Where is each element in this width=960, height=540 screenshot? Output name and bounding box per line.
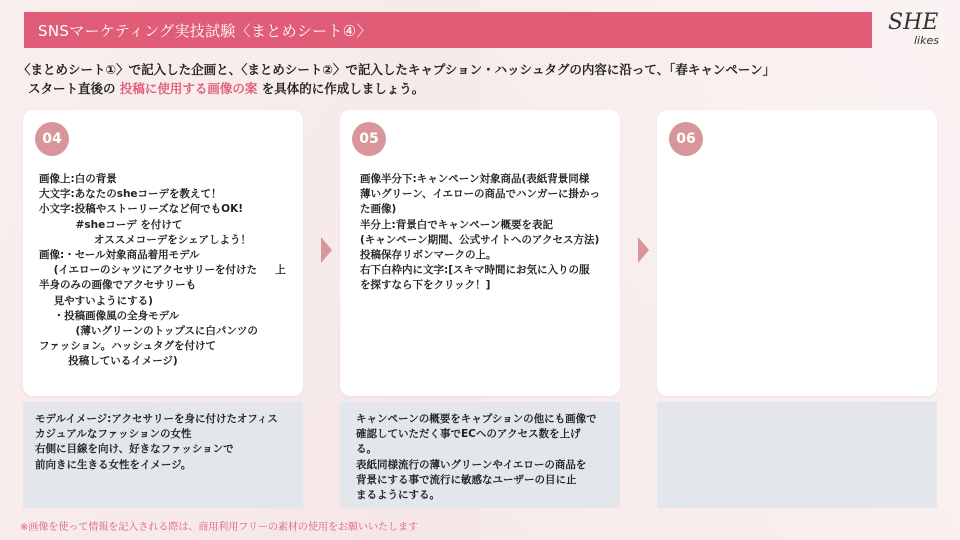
- note-line: 確認していただく事でECへのアクセス数を上げ: [356, 428, 581, 441]
- slide-number-badge: 06: [669, 122, 703, 156]
- slide-card-04: [23, 110, 303, 396]
- card-line: 薄いグリーン、イエローの商品でハンガーに掛かっ: [360, 188, 601, 201]
- note-box-06: [657, 402, 937, 508]
- footnote: ※画像を使って情報を記入される際は、商用利用フリーの素材の使用をお願いいたします: [20, 522, 418, 533]
- card-line: ・投稿画像風の全身モデル: [39, 309, 180, 322]
- note-line: キャンペーンの概要をキャプションの他にも画像で: [356, 413, 597, 425]
- note-box-05: [340, 402, 620, 508]
- instructions: [18, 60, 948, 98]
- logo-script: SHE: [888, 10, 939, 35]
- card-line: 右下白枠内に文字:[スキマ時間にお気に入りの服: [360, 264, 590, 277]
- note-text: [35, 412, 297, 473]
- card-description: [360, 172, 622, 294]
- card-line: (キャンペーン期間、公式サイトへのアクセス方法): [360, 233, 600, 246]
- note-line: 表紙同様流行の薄いグリーンやイエローの商品を: [356, 458, 587, 471]
- card-line: を探すなら下をクリック！]: [360, 279, 491, 292]
- card-line: オススメコーデをシェアしよう！: [39, 233, 252, 246]
- card-line: 半身のみの画像でアクセサリーも: [39, 279, 197, 292]
- card-line: 大文字:あなたのsheコーデを教えて！: [39, 188, 222, 201]
- card-line: 画像上:白の背景: [39, 173, 117, 185]
- instructions-line2: [18, 79, 948, 98]
- logo-sub: likes: [914, 34, 939, 47]
- arrow-right-icon: [638, 237, 649, 263]
- card-line: 小文字:投稿やストーリーズなど何でもOK!: [39, 203, 244, 216]
- note-line: モデルイメージ:アクセサリーを身に付けたオフィス: [35, 413, 278, 425]
- title-bar: [24, 12, 872, 48]
- slide-card-05: [340, 110, 620, 396]
- note-box-04: [23, 402, 303, 508]
- card-line: (薄いグリーンのトップスに白パンツの: [39, 325, 258, 338]
- note-text: [356, 412, 618, 503]
- card-line: 画像半分下:キャンペーン対象商品(表紙背景同様: [360, 173, 590, 185]
- slide-number-badge: 04: [35, 122, 69, 156]
- card-line: ファッション。ハッシュタグを付けて: [39, 340, 217, 353]
- note-line: 前向きに生きる女性をイメージ。: [35, 458, 192, 471]
- card-line: 画像:・セール対象商品着用モデル: [39, 249, 200, 262]
- note-line: 右側に目線を向け、好きなファッションで: [35, 443, 234, 456]
- card-line: #sheコーデ を付けて: [39, 218, 183, 231]
- shelikes-logo: [884, 10, 944, 54]
- page-title: SNSマーケティング実技試験〈まとめシート④〉: [38, 21, 372, 40]
- instructions-line2-post: を具体的に作成しましょう。: [261, 81, 425, 96]
- note-line: 背景にする事で流行に敏感なユーザーの目に止: [356, 473, 577, 486]
- note-line: カジュアルなファッションの女性: [35, 428, 192, 441]
- slide-card-06: [657, 110, 937, 396]
- instructions-line1: 〈まとめシート①〉で記入した企画と、〈まとめシート②〉で記入したキャプション・ハッシュタグの内容に沿って、「春キャンペーン」: [18, 62, 776, 77]
- card-line: 半分上:背景白でキャンペーン概要を表記: [360, 218, 553, 231]
- card-line: 見やすいようにする): [39, 294, 153, 307]
- note-line: る。: [356, 443, 377, 456]
- card-line: 投稿保存リボンマークの上。: [360, 249, 497, 262]
- note-line: まるようにする。: [356, 489, 440, 502]
- card-line: (イエローのシャツにアクセサリーを付けた 上: [39, 264, 286, 277]
- card-line: た画像): [360, 203, 397, 216]
- slide-number-badge: 05: [352, 122, 386, 156]
- card-description: [39, 172, 301, 370]
- arrow-right-icon: [321, 237, 332, 263]
- instructions-line2-pre: スタート直後の: [28, 81, 116, 96]
- instructions-highlight: 投稿に使用する画像の案: [119, 81, 258, 96]
- card-line: 投稿しているイメージ): [39, 355, 178, 368]
